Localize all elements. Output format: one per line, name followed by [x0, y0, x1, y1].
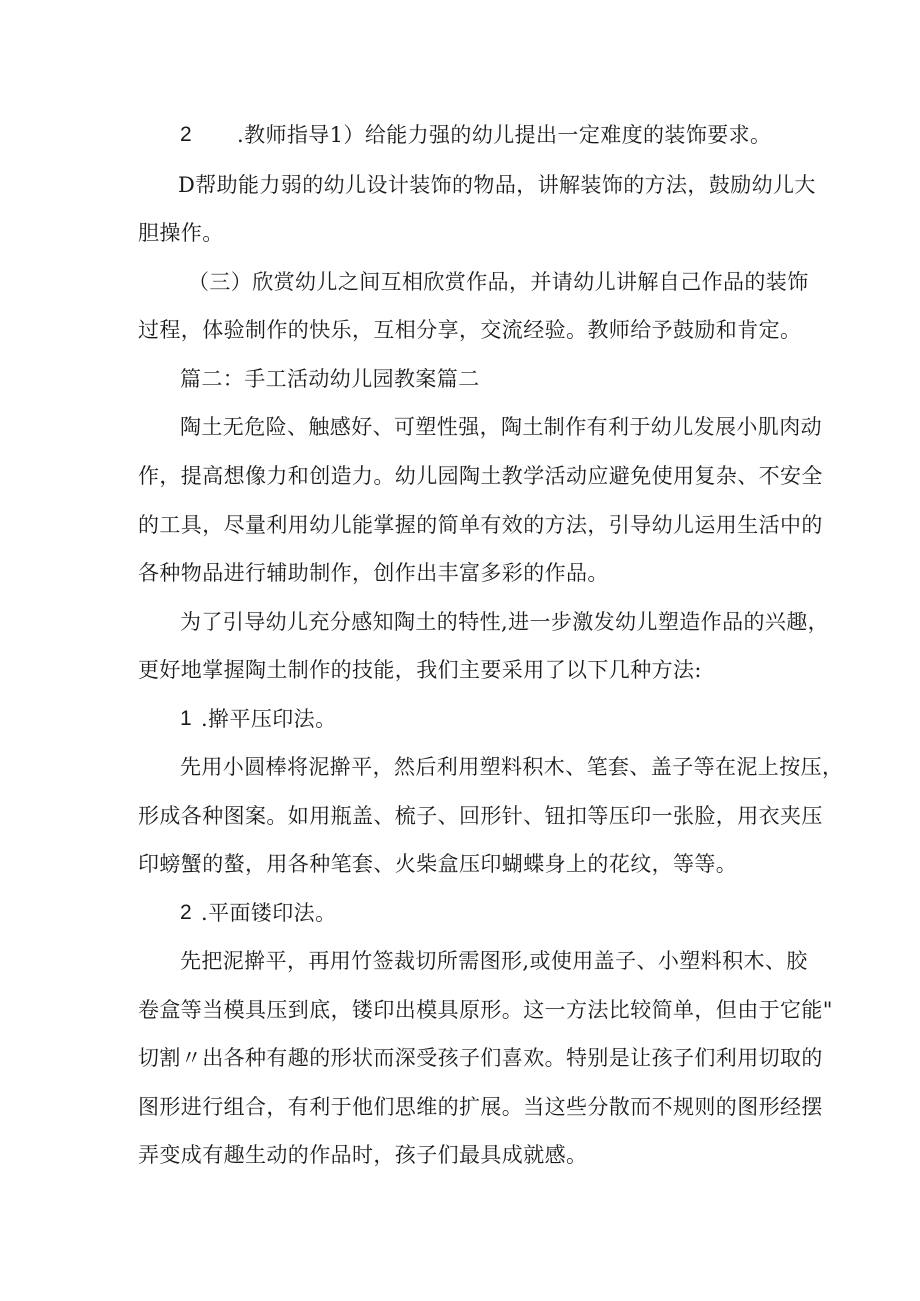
- method-title-text: .平面镂印法。: [201, 901, 337, 925]
- paragraph-help-weak-line-2: 胆操作。: [138, 221, 224, 245]
- paragraph-method-2-line-2: 卷盒等当模具压到底，镂印出模具原形。这一方法比较简单，但由于它能": [138, 998, 833, 1022]
- paragraph-method-2-line-3: 切割〃出各种有趣的形状而深受孩子们喜欢。特别是让孩子们利用切取的: [138, 1046, 823, 1070]
- list-number: 1: [180, 707, 193, 730]
- method-title-text: .擀平压印法。: [201, 707, 337, 731]
- list-number: 2: [180, 901, 193, 924]
- paragraph-methods-line-2: 更好地掌握陶土制作的技能，我们主要采用了以下几种方法:: [138, 658, 702, 682]
- section-heading: 篇二：手工活动幼儿园教案篇二: [180, 367, 480, 391]
- paragraph-appreciation-line-2: 过程，体验制作的快乐，互相分享，交流经验。教师给予鼓励和肯定。: [138, 318, 802, 342]
- paragraph-clay-line-1: 陶土无危险、触感好、可塑性强，陶土制作有利于幼儿发展小肌肉动: [180, 415, 822, 439]
- paragraph-clay-line-3: 的工具，尽量利用幼儿能掌握的简单有效的方法，引导幼儿运用生活中的: [138, 513, 823, 537]
- paragraph-help-weak-line-1: D帮助能力弱的幼儿设计装饰的物品，讲解装饰的方法，鼓励幼儿大: [178, 173, 816, 197]
- paragraph-clay-line-2: 作，提高想像力和创造力。幼儿园陶土教学活动应避免使用复杂、不安全: [138, 464, 823, 488]
- paragraph-method-1-line-1: 先用小圆棒将泥擀平，然后利用塑料积木、笔套、盖子等在泥上按压，: [180, 755, 844, 779]
- paragraph-method-2-line-1: 先把泥擀平，再用竹签裁切所需图形,或使用盖子、小塑料积木、胶: [180, 949, 808, 973]
- paragraph-clay-line-4: 各种物品进行辅助制作，创作出丰富多彩的作品。: [138, 561, 609, 585]
- paragraph-methods-line-1: 为了引导幼儿充分感知陶土的特性,进一步激发幼儿塑造作品的兴趣，: [180, 610, 830, 634]
- paragraph-appreciation-line-1: （三）欣赏幼儿之间互相欣赏作品，并请幼儿讲解自己作品的装饰: [188, 270, 809, 294]
- paragraph-method-2-line-4: 图形进行组合，有利于他们思维的扩展。当这些分散而不规则的图形经摆: [138, 1095, 823, 1119]
- paragraph-method-1-line-3: 印螃蟹的螯，用各种笔套、火柴盒压印蝴蝶身上的花纹，等等。: [138, 852, 738, 876]
- paragraph-method-2-line-5: 弄变成有趣生动的作品时，孩子们最具成就感。: [138, 1143, 588, 1167]
- paragraph-method-1-line-2: 形成各种图案。如用瓶盖、梳子、回形针、钮扣等压印一张脸，用衣夹压: [138, 804, 823, 828]
- list-number: 2: [180, 123, 193, 146]
- paragraph-text: .教师指导1）给能力强的幼儿提出一定难度的装饰要求。: [237, 123, 772, 147]
